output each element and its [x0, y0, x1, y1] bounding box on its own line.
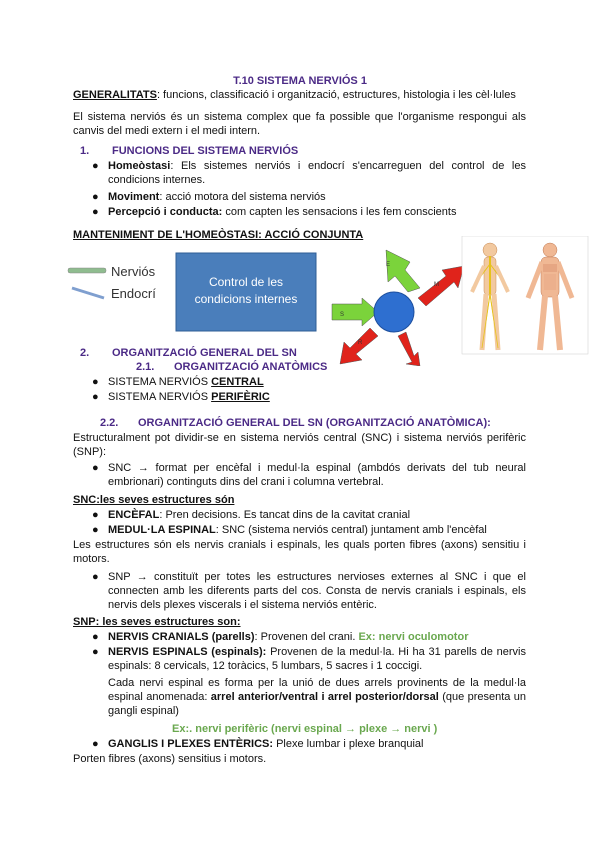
bullet-icon: ●: [92, 524, 99, 536]
list-item: SNP → constituït per totes les estructures nervioses externes al SNC i que el connecten amb les diferents parts del cos. Consta de nervis cranials i espinals, els nervis dels plexes viscerals i el sistema nerviós entèric.: [108, 571, 526, 611]
espinals-paragraph: Cada nervi espinal es forma per la unió de dues arrels provinents de la medul·la espinal anomenada: arrel anterior/ventral i arrel posterior/dorsal (que presenta un gangli espinal): [108, 677, 526, 717]
endocri-line-icon: [72, 288, 104, 298]
section2-heading: [80, 346, 297, 360]
generalitats-label: GENERALITATS: [73, 89, 157, 101]
section1-title: FUNCIONS DEL SISTEMA NERVIÓS: [112, 145, 299, 157]
green-arrow-icon: [332, 298, 378, 326]
endocri-label: Endocrí: [111, 286, 156, 301]
list-item: ENCÈFAL: Pren decisions. Es tancat dins de la cavitat cranial: [108, 509, 411, 521]
list-item: NERVIS ESPINALS (espinals): Provenen de la medul·la. Hi ha 31 parells de nervis espinals: 8 cervicals, 12 toràcics, 5 lumbars, 5 sacres i 1 coccigi.: [108, 646, 527, 672]
arrow-label-r: R: [358, 340, 363, 346]
bullet-icon: ●: [92, 631, 99, 643]
section21-number: 2.1.: [136, 361, 155, 373]
snc-heading: SNC:les seves estructures són: [73, 494, 235, 506]
nervios-line-icon: [68, 268, 106, 273]
control-box-line2: condicions internes: [194, 292, 298, 306]
list-item: SISTEMA NERVIÓS PERIFÈRIC: [108, 391, 270, 403]
list-item: Percepció i conducta: com capten les sensacions i les fem conscients: [108, 206, 457, 218]
red-arrow-icon: [418, 266, 464, 306]
list-item: SISTEMA NERVIÓS CENTRAL: [108, 376, 264, 388]
anatomy-figures: [462, 236, 588, 354]
list-item: NERVIS CRANIALS (parells): Provenen del crani. Ex: nervi oculomotor: [108, 631, 469, 643]
generalitats-text: : funcions, classificació i organització, estructures, histologia i les cèl·lules: [156, 89, 516, 101]
bullet-icon: ●: [92, 376, 99, 388]
section22-heading: [100, 416, 491, 430]
center-circle: [374, 292, 414, 332]
example-text: Ex: nervi oculomotor: [358, 631, 469, 643]
section21-heading: [136, 360, 327, 374]
section1-heading: [80, 144, 298, 158]
list-item: MEDUL·LA ESPINAL: SNC (sistema nerviós central) juntament amb l'encèfal: [108, 524, 487, 536]
page-title: T.10 SISTEMA NERVIÓS 1: [233, 75, 367, 87]
list-item: Homeòstasi: Els sistemes nerviós i endocrí s'encarreguen del control de les condicions internes.: [108, 160, 526, 186]
nervios-label: Nerviós: [111, 264, 156, 279]
bullet-icon: ●: [92, 462, 99, 474]
generalitats-line: [73, 88, 543, 102]
bullet-icon: ●: [92, 160, 99, 172]
section22-number: 2.2.: [100, 417, 119, 429]
intro-paragraph: El sistema nerviós és un sistema complex que fa possible que l'organisme respongui als canvis del medi extern i el medi intern.: [73, 111, 526, 137]
red-arrow-icon: [340, 328, 378, 364]
snp-heading: SNP: les seves estructures son:: [73, 616, 241, 628]
arrow-label-e: E: [386, 262, 391, 268]
bullet-icon: ●: [92, 571, 99, 583]
list-item: SNC → format per encèfal i medul·la espinal (ambdós derivats del tub neural embrionari) continguts dins del crani i columna vertebral.: [108, 462, 526, 488]
example-text: Ex:. nervi perifèric (nervi espinal → plexe → nervi ): [172, 723, 438, 735]
snc-after-paragraph: Les estructures són els nervis cranials i espinals, les quals porten fibres (axons) sensitiu i motors.: [73, 539, 526, 565]
section22-paragraph: Estructuralment pot dividir-se en sistema nerviós central (SNC) i sistema nerviós perifèric (SNP):: [73, 432, 526, 458]
final-line: Porten fibres (axons) sensitius i motors.: [73, 753, 267, 765]
section21-title: ORGANITZACIÓ ANATÒMICS: [174, 361, 328, 373]
section1-number: 1.: [80, 145, 90, 157]
bullet-icon: ●: [92, 391, 99, 403]
bullet-icon: ●: [92, 191, 99, 203]
section2-number: 2.: [80, 347, 90, 359]
section2-title: ORGANITZACIÓ GENERAL DEL SN: [112, 347, 297, 359]
bullet-icon: ●: [92, 646, 99, 658]
section22-title: ORGANITZACIÓ GENERAL DEL SN (ORGANITZACIÓ ANATÒMICA):: [138, 417, 491, 429]
arrow-label-s: S: [340, 312, 345, 318]
list-item: Moviment: acció motora del sistema nerviós: [108, 191, 326, 203]
bullet-icon: ●: [92, 509, 99, 521]
bullet-icon: ●: [92, 206, 99, 218]
red-arrow-icon: [398, 332, 420, 366]
manteniment-heading: MANTENIMENT DE L'HOMEÒSTASI: ACCIÓ CONJUNTA: [73, 229, 364, 241]
control-box-line1: Control de les: [208, 275, 284, 289]
green-arrow-icon: [386, 250, 420, 292]
list-item: GANGLIS I PLEXES ENTÈRICS: Plexe lumbar i plexe branquial: [108, 738, 424, 750]
arrow-label-m: M: [434, 282, 439, 288]
bullet-icon: ●: [92, 738, 99, 750]
